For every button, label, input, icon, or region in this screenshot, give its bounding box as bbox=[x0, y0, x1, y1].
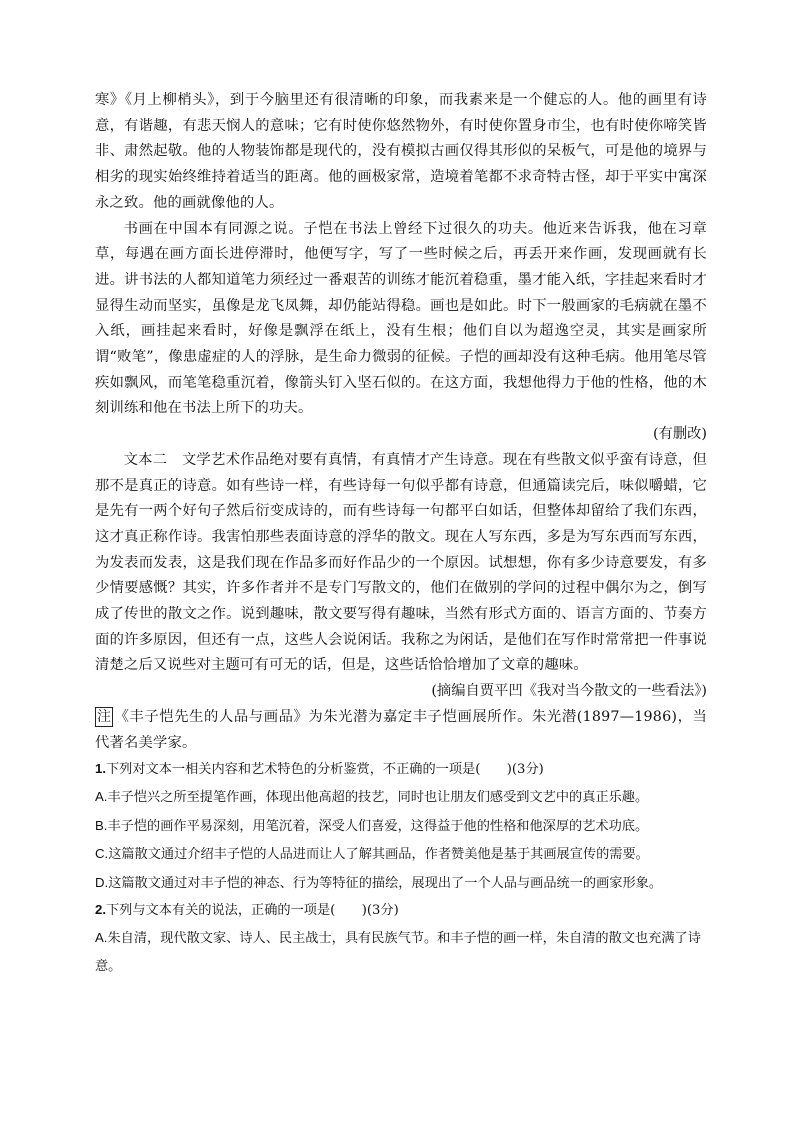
note-label-box: 注 bbox=[97, 708, 112, 725]
text2-paragraph: 文本二 文学艺术作品绝对要有真情，有真情才产生诗意。现在有些散文似乎蛮有诗意，但那不是真正的诗意。如有些诗一样，有些诗每一句似乎都有诗意，但通篇读完后，味似嚼蜡，它是先有一两个好句子然后衍变成诗的，而有些诗每一句都平白如话，但整体却留给了我们东西，这才真正称作诗。我害怕那些表面诗意的浮华的散文。现在人写东西，多是为写东西而写东西，为发表而发表，这是我们现在作品多而好作品少的一个原因。试想想，你有多少诗意要发，有多少情要感慨？其实，许多作者并不是专门写散文的，他们在做别的学问的过程中偶尔为之，倒写成了传世的散文之作。说到趣味，散文要写得有趣味，当然有形式方面的、语言方面的、节奏方面的许多原因，但还有一点，这些人会说闲话。我称之为闲话，是他们在写作时常常把一件事说清楚之后又说些对主题可有可无的话，但是，这些话恰恰增加了文章的趣味。 bbox=[95, 451, 707, 674]
question-1-number: 1. bbox=[95, 761, 106, 777]
option-text: 朱自清，现代散文家、诗人、民主战士，具有民族气节。和丰子恺的画一样，朱自清的散文也充满了诗意。 bbox=[95, 931, 701, 974]
question-1-option-b[interactable] bbox=[95, 812, 707, 841]
option-letter: B. bbox=[95, 817, 108, 833]
question-1-text: 下列对文本一相关内容和艺术特色的分析鉴赏，不正确的一项是( )(3分) bbox=[106, 762, 544, 778]
question-1-option-a[interactable] bbox=[95, 783, 707, 812]
question-1-option-c[interactable] bbox=[95, 840, 707, 869]
edit-note: (有删改) bbox=[652, 426, 707, 443]
text1-paragraph-1: 寒》《月上柳梢头》，到于今脑里还有很清晰的印象，而我素来是一个健忘的人。他的画里有诗意，有谐趣，有悲天悯人的意味；它有时使你悠然物外，有时使你置身市尘，也有时使你啼笑皆非、肃然起敬。他的人物装饰都是现代的，没有模拟古画仅得其形似的呆板气，可是他的境界与相劣的现实始终维持着适当的距离。他的画极家常，造境着笔都不求奇特古怪，却于平实中寓深永之致。他的画就像他的人。 bbox=[95, 92, 707, 211]
question-2-option-a[interactable] bbox=[95, 924, 707, 980]
question-1-stem bbox=[95, 756, 707, 783]
question-1-option-d[interactable] bbox=[95, 869, 707, 898]
option-letter: C. bbox=[95, 846, 109, 862]
option-text: 丰子恺兴之所至提笔作画，体现出他高超的技艺，同时也让朋友们感受到文艺中的真正乐趣。 bbox=[107, 790, 649, 806]
question-2-stem bbox=[95, 897, 707, 924]
text2-source: (摘编自贾平凹《我对当今散文的一些看法》) bbox=[431, 683, 707, 700]
option-text: 这篇散文通过介绍丰子恺的人品进而让人了解其画品，作者赞美他是基于其画展宣传的需要。 bbox=[108, 847, 649, 863]
question-2-text: 下列与文本有关的说法，正确的一项是( )(3分) bbox=[106, 903, 399, 919]
annotation-note bbox=[95, 705, 707, 756]
text1-paragraph-2: 书画在中国本有同源之说。子恺在书法上曾经下过很久的功夫。他近来告诉我，他在习章草，每遇在画方面长进停滞时，他便写字，写了一些时候之后，再丢开来作画，发现画就有长进。讲书法的人都知道笔力须经过一番艰苦的训练才能沉着稳重，墨才能入纸，字挂起来看时才显得生动而坚实，虽像是龙飞凤舞，却仍能站得稳。画也是如此。时下一般画家的毛病就在墨不入纸，画挂起来看时，好像是飘浮在纸上，没有生根；他们自以为超逸空灵，其实是画家所谓“败笔”，像患虚症的人的浮脉，是生命力微弱的征候。子恺的画却没有这种毛病。他用笔尽管疾如飘风，而笔笔稳重沉着，像箭头钉入坚石似的。在这方面，我想他得力于他的性格，他的木刻训练和他在书法上所下的功夫。 bbox=[95, 220, 707, 417]
option-letter: A. bbox=[95, 789, 108, 805]
question-1 bbox=[95, 756, 707, 897]
question-2-number: 2. bbox=[95, 902, 106, 918]
question-2 bbox=[95, 897, 707, 980]
note-text: 《丰子恺先生的人品与画品》为朱光潜为嘉定丰子恺画展所作。朱光潜(1897—1986)，当代著名美学家。 bbox=[95, 708, 707, 751]
option-text: 这篇散文通过对丰子恺的神态、行为等特征的描绘，展现出了一个人品与画品统一的画家形象。 bbox=[108, 875, 663, 891]
option-text: 丰子恺的画作平易深刻，用笔沉着，深受人们喜爱，这得益于他的性格和他深厚的艺术功底。 bbox=[107, 818, 649, 834]
option-letter: A. bbox=[95, 930, 108, 946]
document-page bbox=[95, 88, 707, 980]
option-letter: D. bbox=[95, 874, 109, 890]
